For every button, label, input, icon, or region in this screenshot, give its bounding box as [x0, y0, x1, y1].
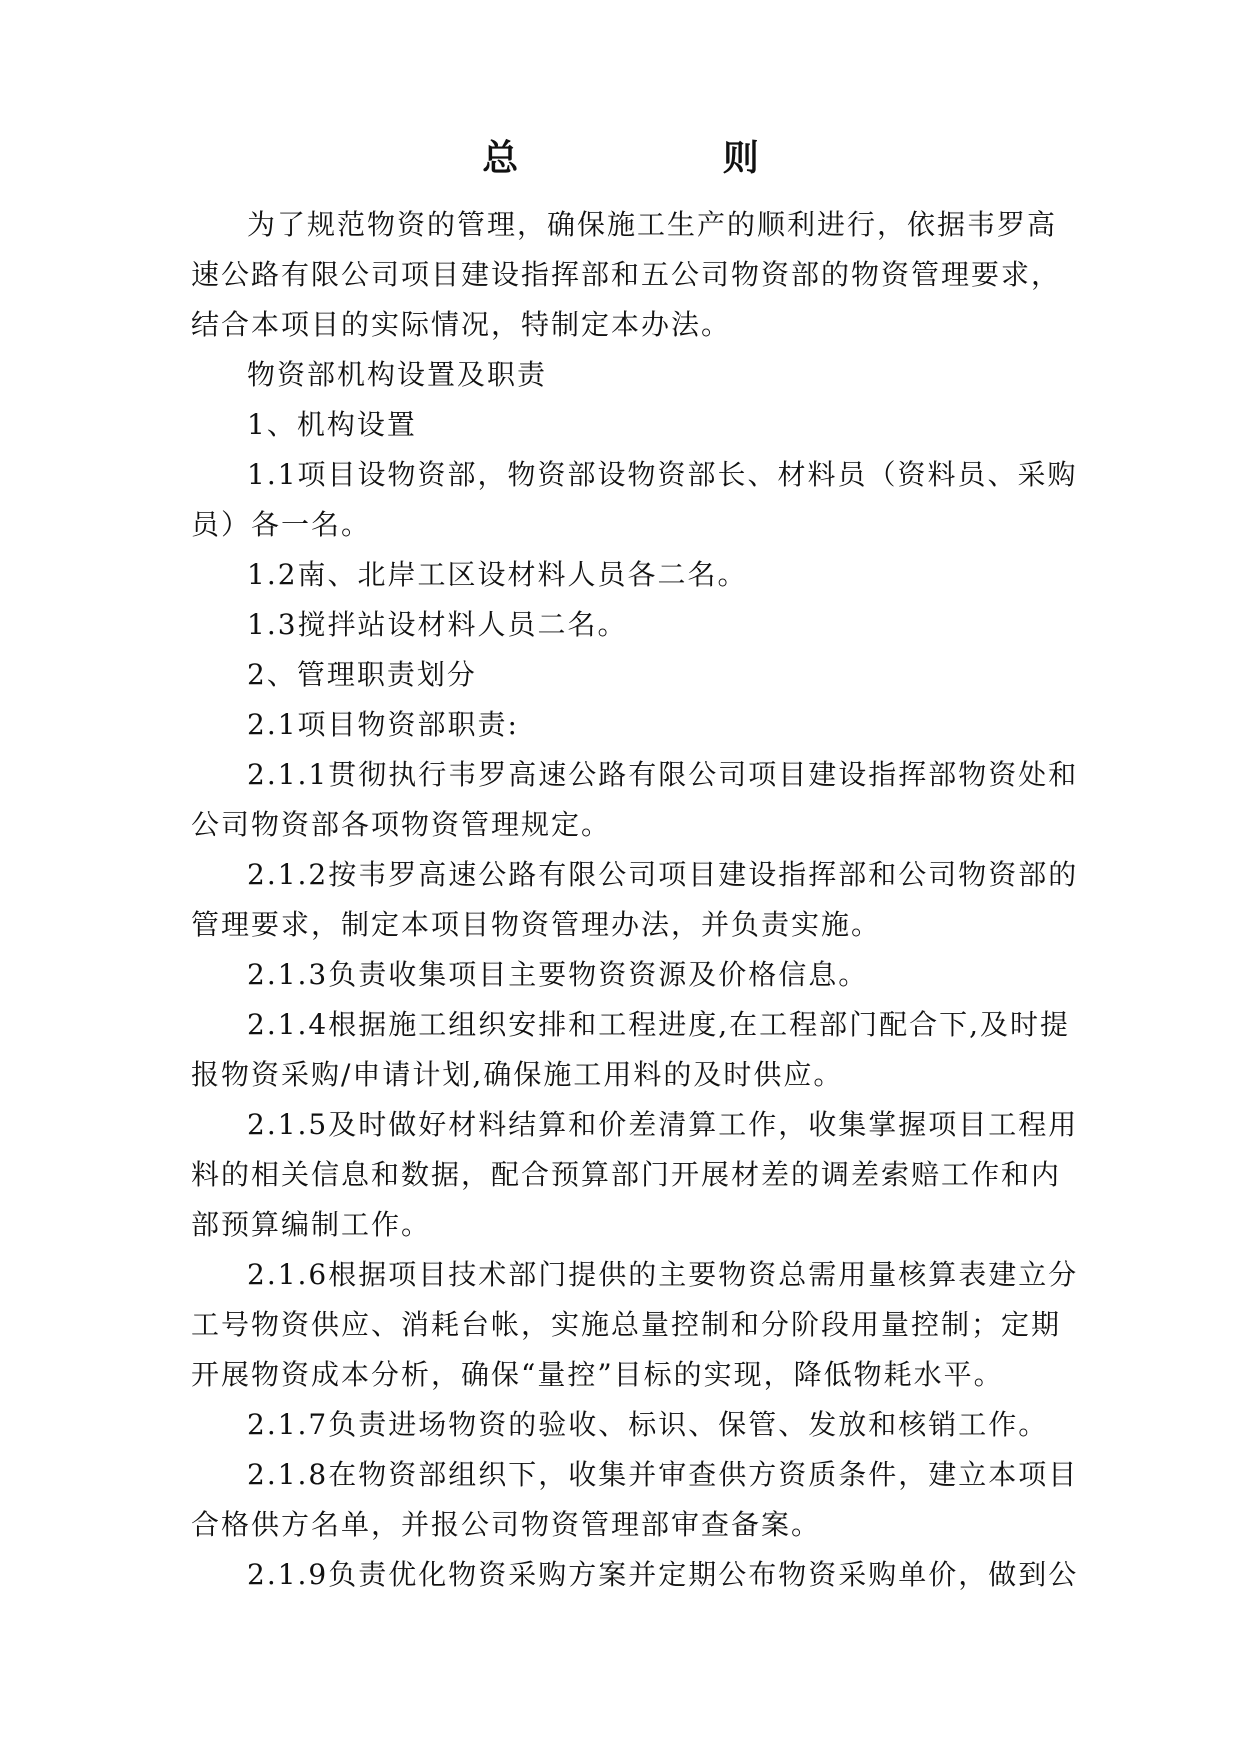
text-line: 2.1.9负责优化物资采购方案并定期公布物资采购单价，做到公 — [247, 1558, 1079, 1591]
text-line: 结合本项目的实际情况，特制定本办法。 — [191, 308, 732, 341]
text-line: 管理要求，制定本项目物资管理办法，并负责实施。 — [191, 908, 882, 941]
text-line: 部预算编制工作。 — [191, 1208, 432, 1241]
text-line: 料的相关信息和数据，配合预算部门开展材差的调差索赔工作和内 — [191, 1158, 1062, 1191]
text-line: 2.1.4根据施工组织安排和工程进度,在工程部门配合下,及时提 — [247, 1008, 1071, 1041]
text-line: 工号物资供应、消耗台帐，实施总量控制和分阶段用量控制；定期 — [191, 1308, 1062, 1341]
text-line: 为了规范物资的管理，确保施工生产的顺利进行，依据韦罗高 — [247, 208, 1058, 241]
text-line: 2.1.5及时做好材料结算和价差清算工作，收集掌握项目工程用 — [247, 1108, 1079, 1141]
text-line: 开展物资成本分析，确保“量控”目标的实现，降低物耗水平。 — [191, 1358, 1004, 1391]
text-line: 物资部机构设置及职责 — [247, 358, 548, 391]
text-line: 公司物资部各项物资管理规定。 — [191, 808, 612, 841]
text-line: 2.1项目物资部职责: — [247, 708, 519, 741]
text-line: 2、管理职责划分 — [247, 658, 477, 691]
text-line: 1.3搅拌站设材料人员二名。 — [247, 608, 628, 641]
text-line: 2.1.6根据项目技术部门提供的主要物资总需用量核算表建立分 — [247, 1258, 1079, 1291]
page-title: 总 则 — [482, 137, 855, 179]
text-line: 速公路有限公司项目建设指挥部和五公司物资部的物资管理要求， — [191, 258, 1062, 291]
text-line: 1、机构设置 — [247, 408, 417, 441]
text-line: 2.1.3负责收集项目主要物资资源及价格信息。 — [247, 958, 869, 991]
document-body — [191, 200, 1079, 1600]
text-line: 员）各一名。 — [191, 508, 372, 541]
text-line: 1.1项目设物资部，物资部设物资部长、材料员（资料员、采购 — [247, 458, 1078, 491]
text-line: 2.1.2按韦罗高速公路有限公司项目建设指挥部和公司物资部的 — [247, 858, 1079, 891]
text-line: 报物资采购/申请计划,确保施工用料的及时供应。 — [191, 1058, 844, 1091]
text-line: 2.1.1贯彻执行韦罗高速公路有限公司项目建设指挥部物资处和 — [247, 758, 1079, 791]
text-line: 2.1.8在物资部组织下，收集并审查供方资质条件，建立本项目 — [247, 1458, 1079, 1491]
text-line: 2.1.7负责进场物资的验收、标识、保管、发放和核销工作。 — [247, 1408, 1049, 1441]
text-line: 1.2南、北岸工区设材料人员各二名。 — [247, 558, 748, 591]
text-line: 合格供方名单，并报公司物资管理部审查备案。 — [191, 1508, 822, 1541]
